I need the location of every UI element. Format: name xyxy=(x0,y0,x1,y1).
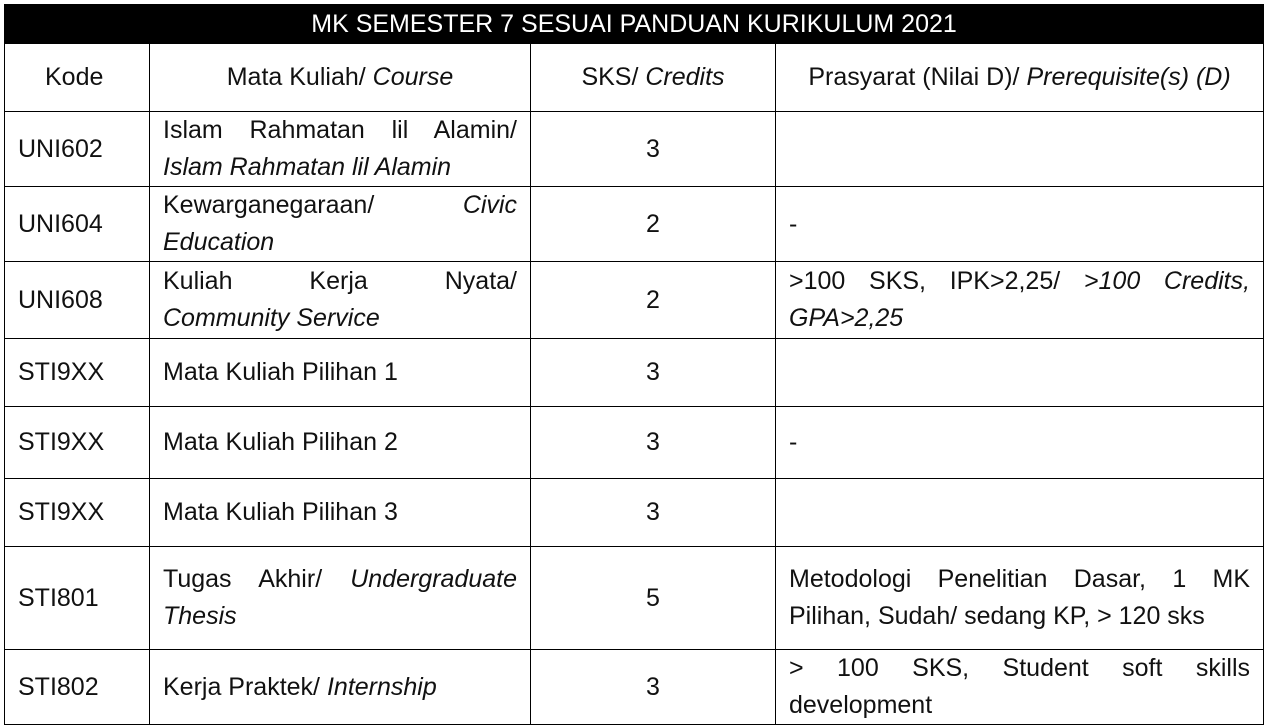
course-prerequisites xyxy=(776,112,1264,187)
course-credits: 3 xyxy=(531,112,776,187)
course-code: STI9XX xyxy=(5,407,150,479)
course-name: Kewarganegaraan/ Civic Education xyxy=(150,187,531,262)
course-credits: 2 xyxy=(531,262,776,339)
course-name: Mata Kuliah Pilihan 2 xyxy=(150,407,531,479)
table-row xyxy=(5,479,1264,547)
course-credits: 3 xyxy=(531,407,776,479)
course-code: STI9XX xyxy=(5,339,150,407)
table-row xyxy=(5,407,1264,479)
course-name: Kuliah Kerja Nyata/ Community Service xyxy=(150,262,531,339)
course-name: Mata Kuliah Pilihan 1 xyxy=(150,339,531,407)
table-row xyxy=(5,187,1264,262)
course-code: UNI608 xyxy=(5,262,150,339)
course-credits: 3 xyxy=(531,650,776,725)
course-credits: 3 xyxy=(531,479,776,547)
course-code: STI9XX xyxy=(5,479,150,547)
course-code: UNI604 xyxy=(5,187,150,262)
course-prerequisites xyxy=(776,339,1264,407)
table-title: MK SEMESTER 7 SESUAI PANDUAN KURIKULUM 2021 xyxy=(5,5,1264,44)
table-row xyxy=(5,339,1264,407)
course-prerequisites: - xyxy=(776,187,1264,262)
course-name: Islam Rahmatan lil Alamin/ Islam Rahmatan lil Alamin xyxy=(150,112,531,187)
course-prerequisites: >100 SKS, IPK>2,25/ >100 Credits, GPA>2,25 xyxy=(776,262,1264,339)
course-credits: 5 xyxy=(531,547,776,650)
table-header-row xyxy=(5,44,1264,112)
header-prerequisites: Prasyarat (Nilai D)/ Prerequisite(s) (D) xyxy=(776,44,1264,112)
course-prerequisites: Metodologi Penelitian Dasar, 1 MK Pilihan, Sudah/ sedang KP, > 120 sks xyxy=(776,547,1264,650)
semester-course-table xyxy=(4,4,1264,725)
course-name: Tugas Akhir/ Undergraduate Thesis xyxy=(150,547,531,650)
course-credits: 3 xyxy=(531,339,776,407)
table-row xyxy=(5,650,1264,725)
course-code: UNI602 xyxy=(5,112,150,187)
course-credits: 2 xyxy=(531,187,776,262)
course-prerequisites: > 100 SKS, Student soft skills development xyxy=(776,650,1264,725)
course-prerequisites xyxy=(776,479,1264,547)
course-name: Mata Kuliah Pilihan 3 xyxy=(150,479,531,547)
header-credits: SKS/ Credits xyxy=(531,44,776,112)
table-row xyxy=(5,262,1264,339)
table-row xyxy=(5,112,1264,187)
course-code: STI801 xyxy=(5,547,150,650)
course-code: STI802 xyxy=(5,650,150,725)
table-row xyxy=(5,547,1264,650)
course-name: Kerja Praktek/ Internship xyxy=(150,650,531,725)
header-course: Mata Kuliah/ Course xyxy=(150,44,531,112)
header-code: Kode xyxy=(5,44,150,112)
course-prerequisites: - xyxy=(776,407,1264,479)
